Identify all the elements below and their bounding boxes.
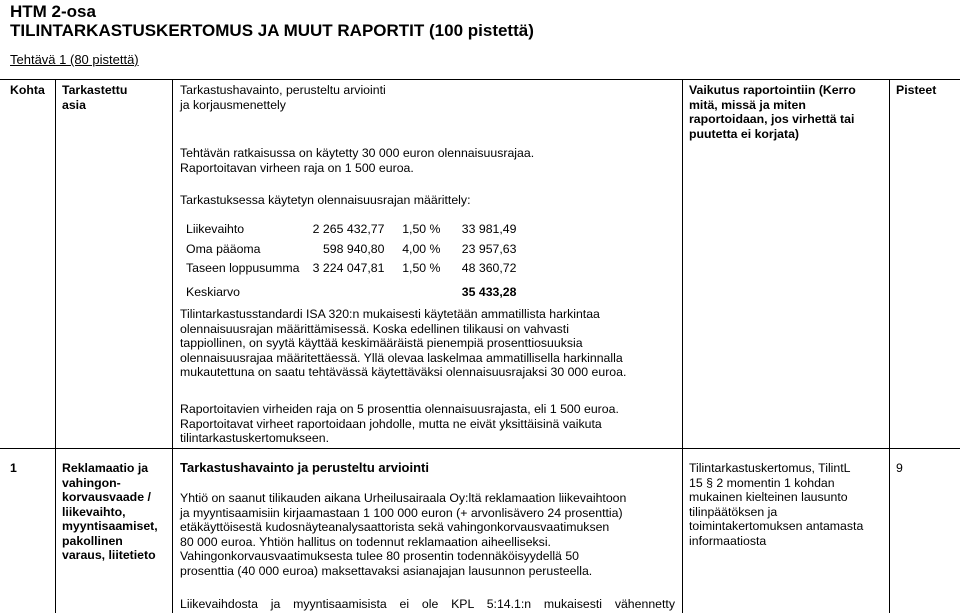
average-row [186,281,516,305]
row1-havainto-line: ja myyntisaamisiin kirjaamastaan 1 100 000 euron (+ arvonlisävero 24 prosenttia) [180,505,623,520]
header-pisteet: Pisteet [896,83,937,97]
row-percent: 1,50 % [402,222,441,236]
header-tarkastettu [62,83,127,112]
intro-materiality-statement [180,146,534,175]
row-result: 23 957,63 [461,241,517,256]
intro-line: tilintarkastuskertomukseen. [180,431,329,445]
intro-isa-paragraph [180,307,675,380]
intro-definition-heading: Tarkastuksessa käytetyn olennaisuusrajan määrittely: [180,193,471,207]
row1-asia-line: myyntisaamiset, [62,519,158,533]
row1-asia-line: vahingon- [62,475,121,490]
row1-pisteet: 9 [896,461,903,475]
row1-kohta: 1 [10,461,17,475]
row-percent: 1,50 % [402,261,441,275]
header-havainto-line: Tarkastushavainto, perusteltu arviointi [180,83,386,97]
intro-line: Tilintarkastusstandardi ISA 320:n mukaisesti käytetään ammatillista harkintaa [180,307,600,321]
row1-havainto-text [180,491,675,578]
header-vaikutus-line: Vaikutus raportointiin (Kerro [689,83,856,97]
row1-asia-line: korvausvaade / [62,490,151,504]
row1-vaikutus-line: tilinpäätöksen ja [689,504,778,519]
intro-line: Raportoitavan virheen raja on 1 500 euroa. [180,160,414,175]
row1-vaikutus-line: 15 § 2 momentin 1 kohdan [689,475,835,490]
intro-line: olennaisuusrajaa määritettäessä. Yllä olevaa laskelmaa ammatillisella harkinnalla [180,350,623,365]
header-havainto-line: ja korjausmenettely [180,97,286,112]
document-subtitle: TILINTARKASTUSKERTOMUS JA MUUT RAPORTIT (100 pistettä) [10,21,534,40]
header-vaikutus-line: puutetta ei korjata) [689,126,800,141]
average-value: 35 433,28 [461,284,517,299]
average-label: Keskiarvo [186,284,240,299]
col-divider-3 [682,79,683,613]
table-row [186,242,516,262]
row1-asia-line: varaus, liitetieto [62,548,156,562]
intro-reporting-paragraph [180,402,619,446]
intro-line: Raportoitavat virheet raportoidaan johdolle, mutta ne eivät yksittäisinä vaikuta [180,416,602,431]
row-label: Oma pääoma [186,241,261,256]
row1-asia-line: pakollinen [62,533,123,548]
row1-vaikutus-line: informaatiosta [689,533,767,548]
table-row-divider [0,448,960,449]
header-vaikutus [689,83,856,141]
intro-line: Tehtävän ratkaisussa on käytetty 30 000 euron olennaisuusrajaa. [180,146,535,160]
row1-vaikutus-line: mukainen kielteinen lausunto [689,490,848,504]
row1-havainto-line: prosenttia (40 000 euroa) maksettavaksi asianajajan lausunnon perusteella. [180,563,593,578]
table-top-border [0,79,960,80]
row1-havainto-last: Liikevaihdosta ja myyntisaamisista ei ole KPL 5:14.1:n mukaisesti vähennetty [180,597,675,611]
row1-asia-line: liikevaihto, [62,504,126,519]
row-percent: 4,00 % [402,241,441,256]
col-divider-2 [172,79,173,613]
col-divider-1 [55,79,56,613]
row-amount: 598 940,80 [322,241,385,256]
task-heading: Tehtävä 1 (80 pistettä) [10,52,139,67]
document-title: HTM 2-osa [10,2,96,21]
intro-line: olennaisuusrajan määrittämisessä. Koska edellinen tilikausi on vahvasti [180,321,569,336]
materiality-table [186,222,516,304]
header-kohta: Kohta [10,83,45,97]
header-vaikutus-line: raportoidaan, jos virhettä tai [689,112,855,126]
row-amount: 3 224 047,81 [312,261,385,275]
row-amount: 2 265 432,77 [312,222,385,236]
row-label: Taseen loppusumma [186,261,300,275]
row1-havainto-line: Yhtiö on saanut tilikauden aikana Urheilusairaala Oy:ltä reklamaation liikevaihtoon [180,491,627,505]
table-row [186,222,516,242]
header-vaikutus-line: mitä, missä ja miten [689,97,806,112]
row1-havainto-title: Tarkastushavainto ja perusteltu arviointi [180,460,429,475]
header-tarkastettu-line: Tarkastettu [62,83,128,97]
table-row [186,261,516,281]
row1-asia-line: Reklamaatio ja [62,461,149,475]
row1-havainto-line: etäkäyttöisestä kudosnäyteanalysaattorista sekä vahingonkorvausvaatimuksen [180,520,610,534]
row-result: 48 360,72 [461,261,517,275]
row1-havainto-line: Vahingonkorvausvaatimuksesta tulee 80 prosentin todennäköisyydellä 50 [180,549,579,563]
col-divider-4 [889,79,890,613]
row1-vaikutus-line: toimintakertomuksen antamasta [689,519,864,533]
row1-havainto-line: 80 000 euroa. Yhtiön hallitus on todennut reklamaation aiheelliseksi. [180,534,551,549]
row1-vaikutus [689,461,863,548]
row1-vaikutus-line: Tilintarkastuskertomus, TilintL [689,461,851,475]
header-havainto [180,83,386,112]
intro-line: tappiollinen, on syytä käyttää keskimääräistä pienempiä prosenttiosuuksia [180,336,583,350]
row-result: 33 981,49 [461,222,517,236]
row-label: Liikevaihto [186,222,245,236]
intro-line: Raportoitavien virheiden raja on 5 prosenttia olennaisuusrajasta, eli 1 500 euroa. [180,402,619,416]
intro-line: mukautettuna on saatu tehtävässä käytettäväksi olennaisuusrajaksi 30 000 euroa. [180,365,627,379]
header-tarkastettu-line: asia [62,97,86,112]
row1-asia [62,461,158,563]
